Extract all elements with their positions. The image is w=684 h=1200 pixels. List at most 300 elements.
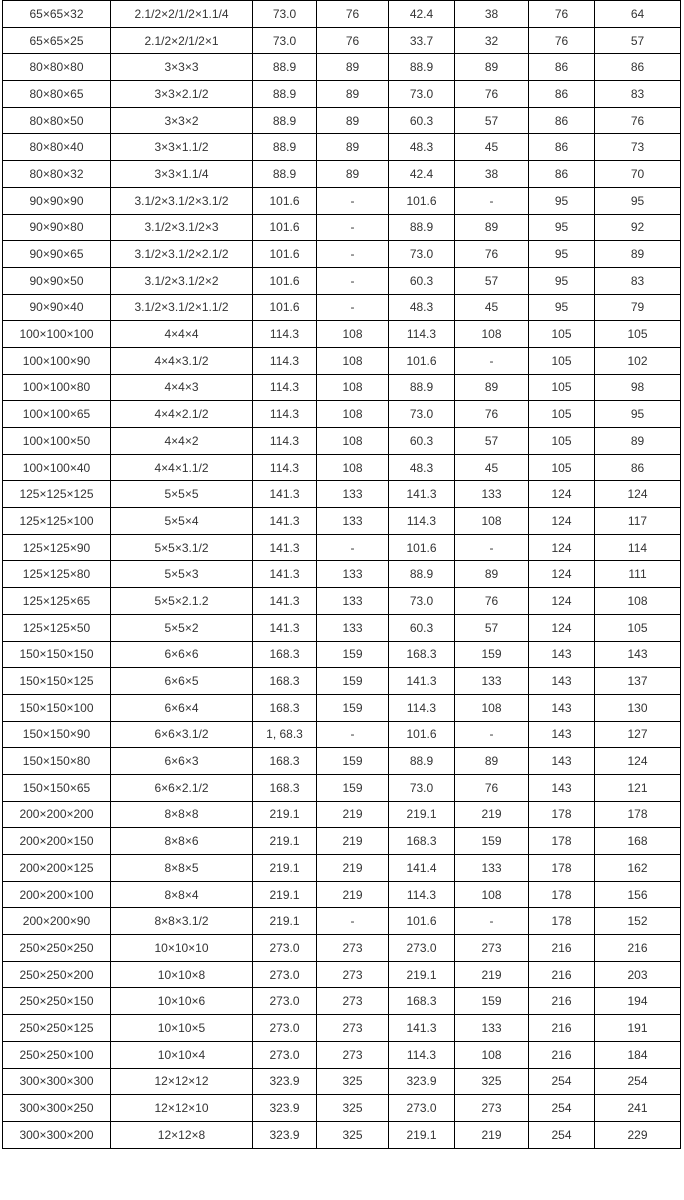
table-row: [3, 694, 681, 721]
table-cell-nominal-size-inch: 3×3×1.1/2: [111, 134, 253, 161]
table-cell-center-to-end-branch: 121: [595, 774, 681, 801]
table-cell-nominal-size-inch: 10×10×4: [111, 1041, 253, 1068]
table-cell-branch-od-a: 73.0: [389, 401, 455, 428]
table-cell-nominal-size-mm: 300×300×200: [3, 1121, 111, 1148]
table-row: [3, 534, 681, 561]
table-cell-run-od-a: 273.0: [253, 961, 317, 988]
table-cell-center-to-end-branch: 70: [595, 161, 681, 188]
table-cell-center-to-end-run: 86: [529, 161, 595, 188]
table-row: [3, 294, 681, 321]
table-cell-branch-od-a: 88.9: [389, 748, 455, 775]
table-cell-run-od-a: 323.9: [253, 1095, 317, 1122]
table-row: [3, 748, 681, 775]
table-cell-run-od-b: 76: [317, 1, 389, 28]
table-cell-run-od-a: 114.3: [253, 374, 317, 401]
table-cell-branch-od-a: 114.3: [389, 1041, 455, 1068]
table-cell-run-od-a: 73.0: [253, 27, 317, 54]
table-cell-center-to-end-run: 124: [529, 561, 595, 588]
table-row: [3, 347, 681, 374]
table-cell-run-od-a: 114.3: [253, 347, 317, 374]
table-cell-nominal-size-inch: 6×6×2.1/2: [111, 774, 253, 801]
table-cell-center-to-end-run: 124: [529, 508, 595, 535]
table-cell-center-to-end-branch: 143: [595, 641, 681, 668]
table-cell-nominal-size-mm: 65×65×25: [3, 27, 111, 54]
table-cell-nominal-size-mm: 125×125×125: [3, 481, 111, 508]
table-cell-branch-od-a: 168.3: [389, 988, 455, 1015]
table-cell-run-od-b: 159: [317, 668, 389, 695]
table-cell-run-od-a: 168.3: [253, 774, 317, 801]
table-cell-branch-od-a: 219.1: [389, 1121, 455, 1148]
table-cell-center-to-end-branch: 98: [595, 374, 681, 401]
table-row: [3, 401, 681, 428]
table-cell-center-to-end-run: 143: [529, 774, 595, 801]
table-cell-center-to-end-branch: 152: [595, 908, 681, 935]
table-row: [3, 1095, 681, 1122]
table-cell-center-to-end-run: 124: [529, 534, 595, 561]
table-cell-branch-od-b: 76: [455, 241, 529, 268]
table-row: [3, 428, 681, 455]
table-cell-run-od-b: 219: [317, 801, 389, 828]
table-cell-center-to-end-branch: 86: [595, 54, 681, 81]
table-cell-run-od-b: 325: [317, 1068, 389, 1095]
table-cell-nominal-size-inch: 3×3×2.1/2: [111, 81, 253, 108]
table-cell-branch-od-b: 89: [455, 54, 529, 81]
table-cell-nominal-size-inch: 10×10×5: [111, 1015, 253, 1042]
table-cell-run-od-a: 101.6: [253, 267, 317, 294]
table-cell-branch-od-b: 108: [455, 694, 529, 721]
table-cell-branch-od-b: 89: [455, 561, 529, 588]
table-cell-nominal-size-mm: 100×100×100: [3, 321, 111, 348]
table-cell-branch-od-b: 76: [455, 774, 529, 801]
table-cell-run-od-b: 273: [317, 1015, 389, 1042]
table-row: [3, 161, 681, 188]
table-cell-branch-od-a: 141.4: [389, 855, 455, 882]
table-cell-center-to-end-run: 105: [529, 454, 595, 481]
table-cell-branch-od-a: 219.1: [389, 801, 455, 828]
table-cell-run-od-a: 88.9: [253, 107, 317, 134]
table-row: [3, 935, 681, 962]
table-cell-run-od-b: -: [317, 721, 389, 748]
table-cell-center-to-end-branch: 216: [595, 935, 681, 962]
table-cell-run-od-b: 219: [317, 881, 389, 908]
table-cell-branch-od-a: 114.3: [389, 321, 455, 348]
table-cell-run-od-a: 141.3: [253, 588, 317, 615]
table-row: [3, 1041, 681, 1068]
table-cell-center-to-end-run: 178: [529, 828, 595, 855]
table-cell-run-od-b: 89: [317, 161, 389, 188]
table-cell-run-od-a: 168.3: [253, 748, 317, 775]
table-row: [3, 774, 681, 801]
table-cell-branch-od-a: 88.9: [389, 214, 455, 241]
table-cell-nominal-size-inch: 8×8×3.1/2: [111, 908, 253, 935]
table-cell-branch-od-b: 273: [455, 1095, 529, 1122]
table-cell-nominal-size-mm: 125×125×90: [3, 534, 111, 561]
table-cell-run-od-b: -: [317, 267, 389, 294]
table-cell-branch-od-b: 38: [455, 161, 529, 188]
table-cell-nominal-size-mm: 90×90×90: [3, 187, 111, 214]
table-cell-branch-od-b: 57: [455, 614, 529, 641]
table-cell-run-od-b: 273: [317, 935, 389, 962]
table-cell-branch-od-a: 219.1: [389, 961, 455, 988]
table-cell-nominal-size-inch: 5×5×5: [111, 481, 253, 508]
table-cell-branch-od-a: 101.6: [389, 908, 455, 935]
table-cell-center-to-end-branch: 124: [595, 748, 681, 775]
table-cell-center-to-end-run: 216: [529, 961, 595, 988]
table-cell-run-od-a: 168.3: [253, 694, 317, 721]
table-row: [3, 721, 681, 748]
table-cell-nominal-size-inch: 3×3×2: [111, 107, 253, 134]
table-cell-branch-od-b: 108: [455, 321, 529, 348]
table-cell-run-od-a: 141.3: [253, 534, 317, 561]
table-cell-nominal-size-inch: 5×5×3: [111, 561, 253, 588]
table-cell-branch-od-b: 159: [455, 641, 529, 668]
table-cell-nominal-size-inch: 4×4×4: [111, 321, 253, 348]
table-cell-run-od-b: 89: [317, 134, 389, 161]
table-cell-nominal-size-mm: 90×90×80: [3, 214, 111, 241]
table-cell-center-to-end-run: 86: [529, 134, 595, 161]
table-cell-run-od-a: 219.1: [253, 828, 317, 855]
table-row: [3, 588, 681, 615]
table-row: [3, 107, 681, 134]
table-row: [3, 508, 681, 535]
table-cell-nominal-size-mm: 150×150×100: [3, 694, 111, 721]
table-cell-nominal-size-mm: 150×150×65: [3, 774, 111, 801]
table-cell-center-to-end-run: 105: [529, 347, 595, 374]
table-cell-branch-od-a: 114.3: [389, 508, 455, 535]
table-cell-nominal-size-inch: 3×3×1.1/4: [111, 161, 253, 188]
table-cell-run-od-b: 273: [317, 961, 389, 988]
table-cell-center-to-end-branch: 105: [595, 321, 681, 348]
table-row: [3, 214, 681, 241]
table-cell-run-od-a: 101.6: [253, 187, 317, 214]
table-cell-nominal-size-inch: 6×6×5: [111, 668, 253, 695]
table-cell-nominal-size-mm: 200×200×150: [3, 828, 111, 855]
table-cell-nominal-size-mm: 100×100×90: [3, 347, 111, 374]
table-cell-nominal-size-inch: 8×8×5: [111, 855, 253, 882]
table-cell-nominal-size-inch: 4×4×2: [111, 428, 253, 455]
table-cell-branch-od-a: 101.6: [389, 534, 455, 561]
table-cell-branch-od-a: 101.6: [389, 347, 455, 374]
table-cell-nominal-size-mm: 150×150×125: [3, 668, 111, 695]
table-cell-center-to-end-run: 216: [529, 935, 595, 962]
table-cell-nominal-size-inch: 6×6×4: [111, 694, 253, 721]
table-cell-nominal-size-inch: 5×5×4: [111, 508, 253, 535]
table-cell-branch-od-b: -: [455, 721, 529, 748]
table-cell-center-to-end-branch: 95: [595, 187, 681, 214]
table-cell-nominal-size-inch: 3×3×3: [111, 54, 253, 81]
table-cell-branch-od-a: 168.3: [389, 828, 455, 855]
table-cell-center-to-end-run: 143: [529, 641, 595, 668]
table-cell-run-od-b: -: [317, 187, 389, 214]
table-row: [3, 267, 681, 294]
table-cell-center-to-end-run: 178: [529, 801, 595, 828]
table-cell-run-od-a: 219.1: [253, 801, 317, 828]
table-cell-center-to-end-branch: 89: [595, 241, 681, 268]
table-cell-branch-od-a: 33.7: [389, 27, 455, 54]
table-cell-branch-od-a: 88.9: [389, 54, 455, 81]
table-cell-run-od-b: 133: [317, 481, 389, 508]
table-cell-center-to-end-run: 254: [529, 1121, 595, 1148]
table-cell-nominal-size-mm: 250×250×200: [3, 961, 111, 988]
table-cell-run-od-a: 219.1: [253, 908, 317, 935]
table-cell-branch-od-a: 60.3: [389, 428, 455, 455]
table-cell-run-od-b: 133: [317, 614, 389, 641]
table-cell-nominal-size-inch: 5×5×2.1.2: [111, 588, 253, 615]
table-cell-nominal-size-mm: 65×65×32: [3, 1, 111, 28]
table-cell-nominal-size-mm: 250×250×250: [3, 935, 111, 962]
table-cell-center-to-end-branch: 178: [595, 801, 681, 828]
table-cell-run-od-a: 114.3: [253, 321, 317, 348]
table-row: [3, 881, 681, 908]
table-cell-center-to-end-branch: 102: [595, 347, 681, 374]
table-cell-run-od-a: 73.0: [253, 1, 317, 28]
table-cell-branch-od-b: 108: [455, 1041, 529, 1068]
table-row: [3, 828, 681, 855]
table-cell-run-od-b: 325: [317, 1121, 389, 1148]
table-cell-branch-od-a: 273.0: [389, 1095, 455, 1122]
table-cell-center-to-end-run: 254: [529, 1068, 595, 1095]
table-cell-nominal-size-mm: 200×200×125: [3, 855, 111, 882]
table-cell-run-od-b: 108: [317, 428, 389, 455]
table-cell-run-od-a: 323.9: [253, 1121, 317, 1148]
table-cell-branch-od-b: 89: [455, 374, 529, 401]
table-cell-run-od-b: 325: [317, 1095, 389, 1122]
table-cell-center-to-end-run: 216: [529, 988, 595, 1015]
table-row: [3, 1015, 681, 1042]
table-cell-center-to-end-branch: 254: [595, 1068, 681, 1095]
table-cell-branch-od-b: 219: [455, 961, 529, 988]
table-cell-center-to-end-run: 143: [529, 721, 595, 748]
table-cell-branch-od-b: 159: [455, 988, 529, 1015]
table-cell-center-to-end-run: 178: [529, 908, 595, 935]
table-cell-nominal-size-inch: 4×4×3: [111, 374, 253, 401]
table-cell-branch-od-a: 60.3: [389, 107, 455, 134]
table-cell-run-od-b: 159: [317, 694, 389, 721]
table-cell-nominal-size-mm: 80×80×40: [3, 134, 111, 161]
table-cell-center-to-end-branch: 194: [595, 988, 681, 1015]
table-cell-nominal-size-inch: 3.1/2×3.1/2×3: [111, 214, 253, 241]
table-cell-nominal-size-inch: 3.1/2×3.1/2×3.1/2: [111, 187, 253, 214]
table-row: [3, 134, 681, 161]
table-cell-branch-od-a: 88.9: [389, 561, 455, 588]
table-cell-branch-od-b: -: [455, 908, 529, 935]
table-cell-nominal-size-mm: 80×80×80: [3, 54, 111, 81]
table-cell-center-to-end-run: 86: [529, 81, 595, 108]
table-cell-branch-od-a: 42.4: [389, 1, 455, 28]
table-row: [3, 1, 681, 28]
table-cell-branch-od-b: -: [455, 187, 529, 214]
table-cell-nominal-size-inch: 3.1/2×3.1/2×1.1/2: [111, 294, 253, 321]
table-cell-center-to-end-branch: 124: [595, 481, 681, 508]
table-cell-run-od-b: 89: [317, 54, 389, 81]
table-cell-center-to-end-run: 105: [529, 321, 595, 348]
table-cell-center-to-end-branch: 83: [595, 267, 681, 294]
table-cell-run-od-a: 101.6: [253, 294, 317, 321]
table-cell-branch-od-a: 141.3: [389, 1015, 455, 1042]
table-cell-branch-od-a: 60.3: [389, 267, 455, 294]
table-cell-nominal-size-inch: 5×5×2: [111, 614, 253, 641]
table-cell-center-to-end-run: 178: [529, 855, 595, 882]
table-cell-nominal-size-mm: 100×100×65: [3, 401, 111, 428]
table-cell-branch-od-a: 101.6: [389, 721, 455, 748]
table-cell-nominal-size-mm: 150×150×150: [3, 641, 111, 668]
table-cell-branch-od-b: 133: [455, 481, 529, 508]
table-cell-nominal-size-mm: 80×80×32: [3, 161, 111, 188]
table-cell-nominal-size-inch: 6×6×3: [111, 748, 253, 775]
table-cell-branch-od-b: 325: [455, 1068, 529, 1095]
table-cell-nominal-size-mm: 90×90×65: [3, 241, 111, 268]
table-cell-nominal-size-inch: 4×4×3.1/2: [111, 347, 253, 374]
table-row: [3, 1121, 681, 1148]
table-cell-branch-od-a: 168.3: [389, 641, 455, 668]
table-cell-nominal-size-mm: 250×250×150: [3, 988, 111, 1015]
table-cell-run-od-a: 219.1: [253, 881, 317, 908]
table-cell-center-to-end-branch: 203: [595, 961, 681, 988]
table-cell-nominal-size-mm: 200×200×100: [3, 881, 111, 908]
table-cell-nominal-size-mm: 250×250×100: [3, 1041, 111, 1068]
table-row: [3, 374, 681, 401]
table-cell-run-od-b: 273: [317, 1041, 389, 1068]
table-cell-nominal-size-inch: 8×8×6: [111, 828, 253, 855]
table-cell-branch-od-a: 88.9: [389, 374, 455, 401]
table-cell-run-od-b: 133: [317, 508, 389, 535]
table-cell-nominal-size-inch: 10×10×10: [111, 935, 253, 962]
table-cell-nominal-size-mm: 125×125×65: [3, 588, 111, 615]
table-cell-nominal-size-inch: 10×10×8: [111, 961, 253, 988]
table-cell-center-to-end-run: 216: [529, 1041, 595, 1068]
table-cell-center-to-end-run: 178: [529, 881, 595, 908]
table-cell-center-to-end-branch: 76: [595, 107, 681, 134]
table-cell-center-to-end-branch: 73: [595, 134, 681, 161]
table-cell-nominal-size-inch: 12×12×12: [111, 1068, 253, 1095]
table-cell-nominal-size-inch: 12×12×8: [111, 1121, 253, 1148]
table-cell-center-to-end-run: 124: [529, 481, 595, 508]
table-cell-run-od-a: 323.9: [253, 1068, 317, 1095]
table-cell-center-to-end-branch: 229: [595, 1121, 681, 1148]
table-cell-run-od-b: -: [317, 534, 389, 561]
table-cell-run-od-a: 114.3: [253, 401, 317, 428]
table-cell-run-od-b: -: [317, 908, 389, 935]
table-cell-run-od-a: 273.0: [253, 1041, 317, 1068]
table-cell-nominal-size-mm: 80×80×65: [3, 81, 111, 108]
table-cell-run-od-b: 108: [317, 321, 389, 348]
table-cell-nominal-size-mm: 200×200×200: [3, 801, 111, 828]
table-row: [3, 1068, 681, 1095]
table-row: [3, 908, 681, 935]
table-cell-run-od-b: -: [317, 294, 389, 321]
table-cell-run-od-b: 159: [317, 641, 389, 668]
table-cell-center-to-end-branch: 127: [595, 721, 681, 748]
table-cell-center-to-end-branch: 95: [595, 401, 681, 428]
table-row: [3, 81, 681, 108]
table-cell-branch-od-a: 73.0: [389, 81, 455, 108]
table-cell-run-od-a: 141.3: [253, 481, 317, 508]
table-cell-center-to-end-branch: 83: [595, 81, 681, 108]
table-cell-nominal-size-mm: 100×100×80: [3, 374, 111, 401]
table-cell-run-od-b: 159: [317, 774, 389, 801]
table-cell-nominal-size-inch: 6×6×3.1/2: [111, 721, 253, 748]
table-row: [3, 961, 681, 988]
table-cell-run-od-b: 108: [317, 347, 389, 374]
table-row: [3, 614, 681, 641]
table-cell-run-od-b: 108: [317, 374, 389, 401]
table-cell-nominal-size-mm: 100×100×40: [3, 454, 111, 481]
table-cell-center-to-end-branch: 105: [595, 614, 681, 641]
table-cell-run-od-b: 76: [317, 27, 389, 54]
table-cell-run-od-b: 133: [317, 588, 389, 615]
table-cell-nominal-size-mm: 125×125×100: [3, 508, 111, 535]
table-cell-nominal-size-inch: 4×4×2.1/2: [111, 401, 253, 428]
table-cell-nominal-size-mm: 125×125×80: [3, 561, 111, 588]
table-cell-nominal-size-inch: 2.1/2×2/1/2×1.1/4: [111, 1, 253, 28]
table-cell-nominal-size-inch: 10×10×6: [111, 988, 253, 1015]
table-cell-branch-od-b: 133: [455, 855, 529, 882]
table-cell-nominal-size-mm: 80×80×50: [3, 107, 111, 134]
table-cell-run-od-a: 88.9: [253, 81, 317, 108]
table-row: [3, 481, 681, 508]
table-cell-run-od-a: 168.3: [253, 668, 317, 695]
table-cell-branch-od-b: -: [455, 347, 529, 374]
table-cell-branch-od-b: 76: [455, 588, 529, 615]
table-cell-branch-od-b: 38: [455, 1, 529, 28]
table-cell-branch-od-b: 45: [455, 134, 529, 161]
table-row: [3, 668, 681, 695]
table-cell-center-to-end-run: 143: [529, 748, 595, 775]
table-row: [3, 855, 681, 882]
table-cell-center-to-end-branch: 130: [595, 694, 681, 721]
table-cell-center-to-end-run: 105: [529, 374, 595, 401]
table-cell-run-od-a: 219.1: [253, 855, 317, 882]
table-cell-nominal-size-mm: 300×300×300: [3, 1068, 111, 1095]
table-cell-center-to-end-branch: 86: [595, 454, 681, 481]
table-cell-run-od-a: 141.3: [253, 508, 317, 535]
table-cell-nominal-size-inch: 8×8×8: [111, 801, 253, 828]
table-cell-nominal-size-mm: 125×125×50: [3, 614, 111, 641]
table-cell-run-od-a: 88.9: [253, 54, 317, 81]
table-cell-run-od-a: 88.9: [253, 134, 317, 161]
table-row: [3, 454, 681, 481]
table-cell-center-to-end-branch: 111: [595, 561, 681, 588]
table-row: [3, 27, 681, 54]
table-cell-run-od-b: 89: [317, 107, 389, 134]
table-cell-branch-od-a: 101.6: [389, 187, 455, 214]
table-cell-run-od-a: 88.9: [253, 161, 317, 188]
table-cell-run-od-a: 168.3: [253, 641, 317, 668]
table-row: [3, 321, 681, 348]
table-cell-run-od-b: 108: [317, 454, 389, 481]
table-cell-center-to-end-branch: 89: [595, 428, 681, 455]
table-cell-nominal-size-inch: 5×5×3.1/2: [111, 534, 253, 561]
table-cell-run-od-b: 273: [317, 988, 389, 1015]
table-cell-nominal-size-mm: 150×150×90: [3, 721, 111, 748]
table-cell-branch-od-a: 48.3: [389, 134, 455, 161]
table-cell-branch-od-b: 89: [455, 748, 529, 775]
table-cell-nominal-size-mm: 200×200×90: [3, 908, 111, 935]
table-cell-nominal-size-mm: 90×90×40: [3, 294, 111, 321]
table-cell-branch-od-a: 141.3: [389, 481, 455, 508]
table-cell-center-to-end-run: 95: [529, 267, 595, 294]
table-cell-nominal-size-inch: 3.1/2×3.1/2×2: [111, 267, 253, 294]
table-cell-branch-od-b: 108: [455, 881, 529, 908]
table-cell-run-od-b: -: [317, 241, 389, 268]
table-cell-branch-od-b: 45: [455, 454, 529, 481]
table-cell-nominal-size-inch: 6×6×6: [111, 641, 253, 668]
table-cell-run-od-a: 101.6: [253, 214, 317, 241]
table-cell-run-od-b: 219: [317, 828, 389, 855]
table-cell-center-to-end-run: 86: [529, 107, 595, 134]
table-body: [3, 1, 681, 1149]
table-cell-run-od-a: 141.3: [253, 614, 317, 641]
